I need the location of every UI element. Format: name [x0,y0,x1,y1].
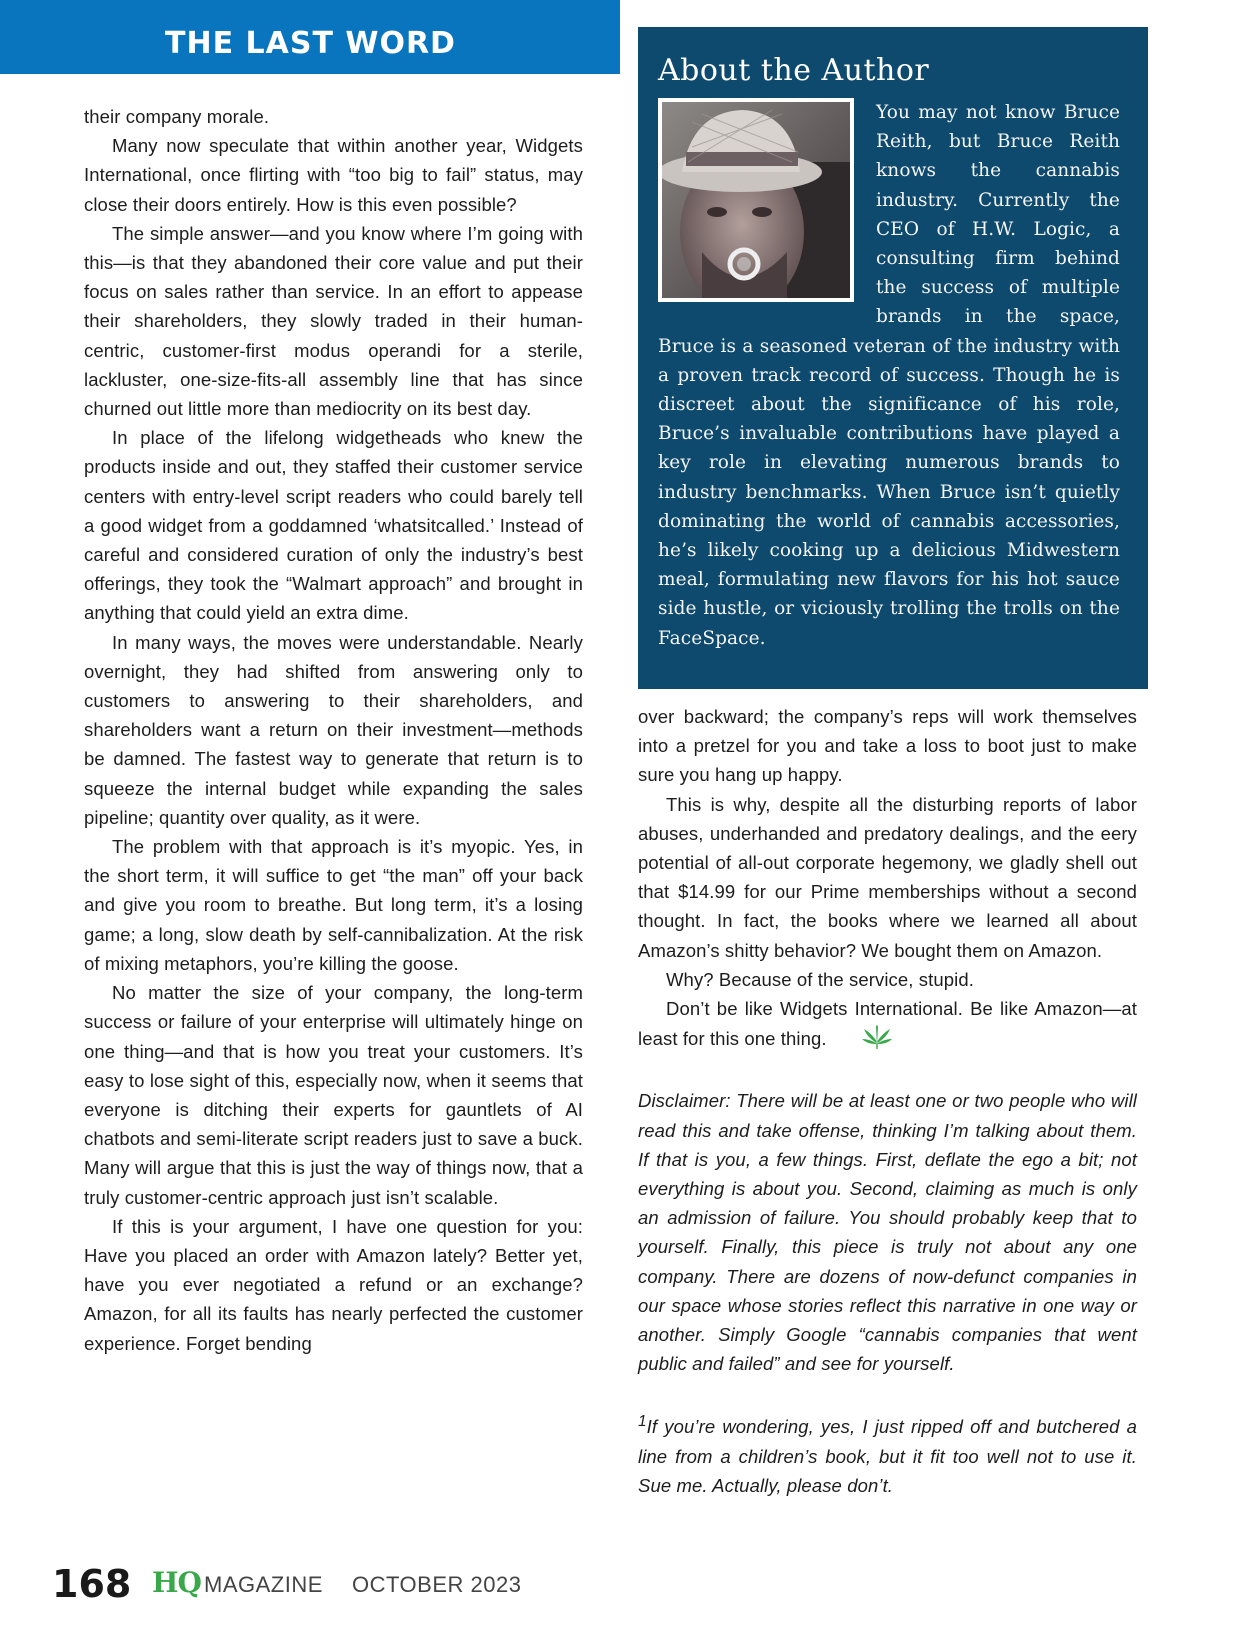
magazine-logo: HQ [152,1566,201,1599]
right-paragraph-2: This is why, despite all the disturbing reports of labor abuses, underhanded and predatory dealings, and the eery potential of all-out corporate hegemony, we gladly shell out that $14.99 for our Prime memberships without a second thought. In fact, the books where we learned all about Amazon’s shitty behavior? We bought them on Amazon. [638,793,1137,961]
closing-line: Don’t be like Widgets International. Be like Amazon—at least for this one thing. [638,998,1137,1050]
left-paragraph-5: In many ways, the moves were understandable. Nearly overnight, they had shifted from answering only to customers to answering to their shareholders, and shareholders want a return on their investment—methods be damned. The fastest way to generate that return is to squeeze the internal budget while expanding the sales pipeline; quantity over quality, as it were. [84,631,583,828]
left-paragraph-4: In place of the lifelong widgetheads who knew the products inside and out, they staffed their customer service centers with entry-level script readers who could barely tell a good widget from a goddamned ‘whatsitcalled.’ Instead of careful and considered curation of only the industry’s best offerings, they took the “Walmart approach” and brought in anything that could yield an extra dime. [84,427,583,624]
footnote-mark: 1 [638,1413,647,1431]
right-paragraph-4 [638,994,1137,1057]
left-paragraph-2: Many now speculate that within another year, Widgets International, once flirting with “too big to fail” status, may close their doors entirely. How is this even possible? [84,135,583,215]
cannabis-leaf-icon [833,1023,893,1057]
magazine-name: MAGAZINE [204,1572,323,1597]
section-title: THE LAST WORD [165,26,456,61]
left-paragraph-6: The problem with that approach is it’s myopic. Yes, in the short term, it will suffice to get “the man” off your back and give you room to breathe. But long term, it’s a losing game; a long, slow death by self-cannibalization. At the risk of mixing metaphors, you’re killing the goose. [84,836,583,974]
author-bio: You may not know Bruce Reith, but Bruce Reith knows the cannabis industry. Currently the CEO of H.W. Logic, a consulting firm behind the success of multiple brands in the space, Bruce is a seasoned veteran of the industry with a proven track record of success. Though he is discreet about the significance of his role, Bruce’s invaluable contributions have played a key role in elevating numerous brands to industry benchmarks. When Bruce isn’t quietly dominating the world of cannabis accessories, he’s likely cooking up a delicious Midwestern meal, formulating new flavors for his hot sauce side hustle, or viciously trolling the trolls on the FaceSpace. [658,102,1120,649]
left-paragraph-7: No matter the size of your company, the long-term success or failure of your enterprise will ultimately hinge on one thing—and that is how you treat your customers. It’s easy to lose sight of this, especially now, when it seems that everyone is ditching their experts for gauntlets of AI chatbots and semi-literate script readers just to save a buck. Many will argue that this is just the way of things now, that a truly customer-centric approach just isn’t scalable. [84,982,583,1208]
author-photo-image [662,102,850,298]
about-the-author-sidebar [638,27,1148,689]
author-heading: About the Author [658,53,930,88]
left-column [84,102,583,1358]
left-paragraph-3: The simple answer—and you know where I’m going with this—is that they abandoned their core value and put their focus on sales rather than service. In an effort to appease their shareholders, they slowly traded in their human-centric, customer-first modus operandi for a sterile, lackluster, one-size-fits-all assembly line that has since churned out little more than mediocrity on its best day. [84,222,583,420]
right-paragraph-3: Why? Because of the service, stupid. [666,968,974,990]
disclaimer: Disclaimer: There will be at least one or two people who will read this and take offense, thinking I’m talking about them. If that is you, a few things. First, deflate the ego a bit; not everything is about you. Second, claiming as much is only an admission of failure. You should probably keep that to yourself. Finally, this piece is truly not about any one company. There are dozens of now-defunct companies in our space whose stories reflect this narrative in one way or another. Simply Google “cannabis companies that went public and failed” and see for yourself. [638,1090,1137,1375]
right-column [638,702,1137,1500]
author-photo [658,98,854,302]
section-banner [0,0,620,74]
page-number: 168 [52,1562,132,1606]
right-paragraph-1: over backward; the company’s reps will work themselves into a pretzel for you and take a loss to boot just to make sure you hang up happy. [638,706,1137,786]
left-paragraph-1: their company morale. [84,106,270,127]
issue-date: OCTOBER 2023 [352,1572,522,1597]
left-paragraph-8: If this is your argument, I have one question for you: Have you placed an order with Amazon lately? Better yet, have you ever negotiated a refund or an exchange? Amazon, for all its faults has nearly perfected the customer experience. Forget bending [84,1215,583,1354]
footnote-text: If you’re wondering, yes, I just ripped off and butchered a line from a children’s book, but it fit too well not to use it. Sue me. Actually, please don’t. [638,1416,1137,1497]
footnote [638,1407,1137,1500]
